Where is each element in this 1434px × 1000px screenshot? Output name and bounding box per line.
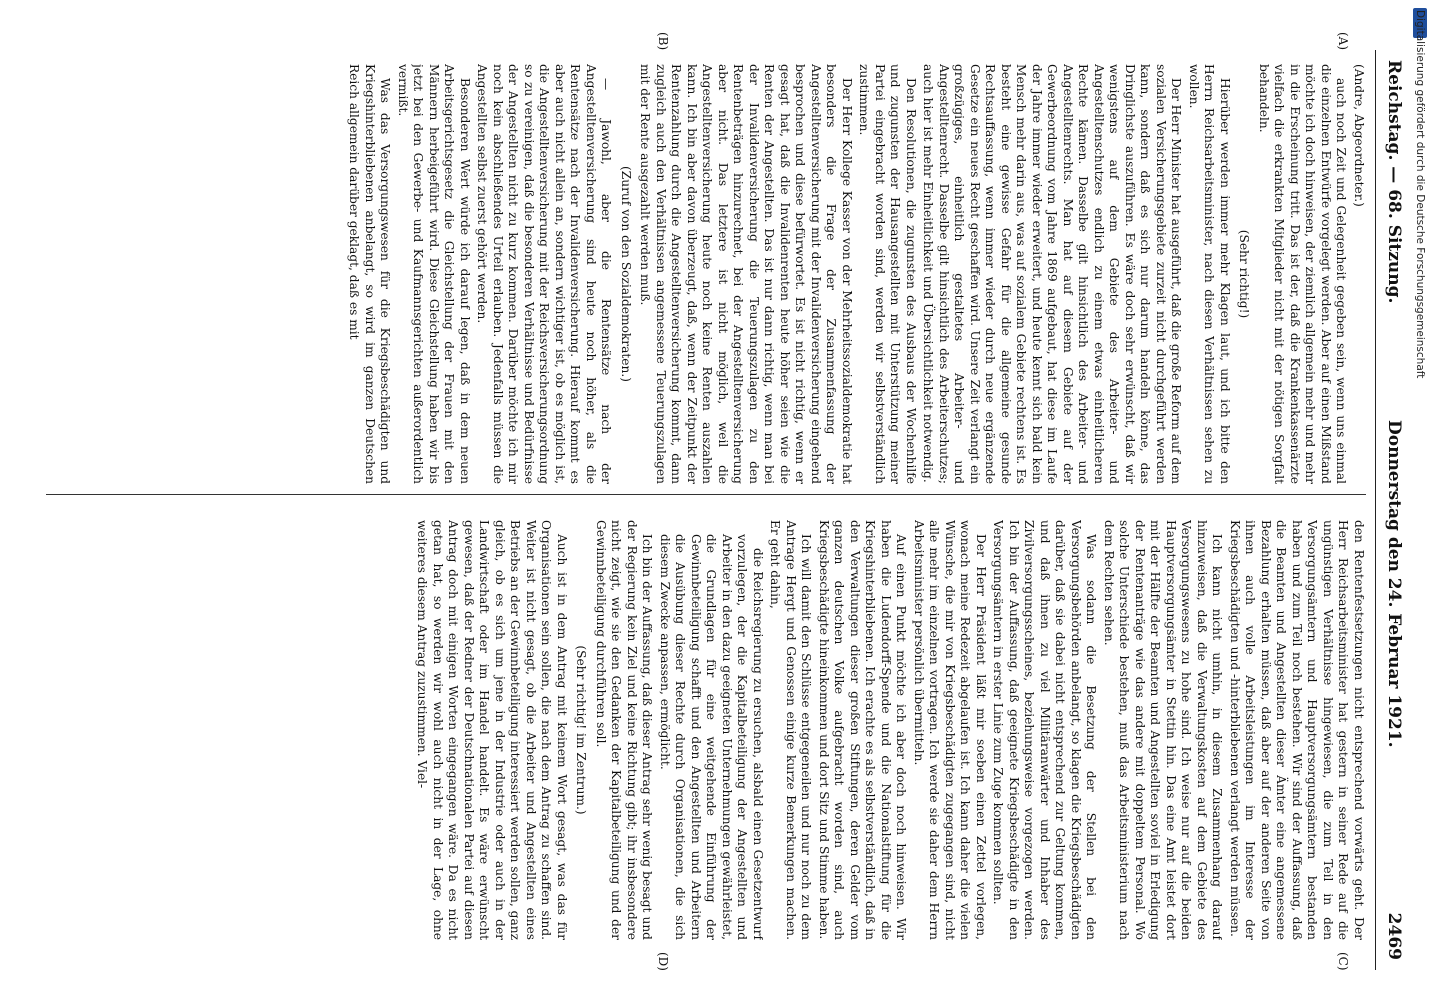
funding-note (1412, 10, 1430, 990)
paragraph: Was sodann die Besetzung der Stellen bei den Versorgungsbehörden anbelangt, so klagen die Kriegsbeschädigten darüber, daß sie dabei nicht entsprechend zur Geltung kommen, und daß ihnen zu viel Militäranwärter und Inhaber des Zivilversorgungsscheines, beziehungsweise vorgezogen werden. Ich bin der Auffassung, daß geeignete Kriegsbeschädigte in den Versorgungsämtern in erster Linie zum Zuge kommen sollten. (991, 520, 1099, 940)
paragraph: Ich will damit den Schlüsse entgegeneilen und nur noch zu dem Antrage Hergt und Genossen einige kurze Bemerkungen machen. Er geht dahin, (768, 520, 814, 940)
paragraph: Auf einen Punkt möchte ich aber doch noch hinweisen. Wir haben die Ludendorff-Spende und die Nationalstiftung für die Kriegshinterbliebenen. Ich erachte es als selbstverständlich, daß in den Verwaltungen dieser großen Stiftungen, deren Gelder vom ganzen deutschen Volke aufgebracht worden sind, auch Kriegsbeschädigte hineinkommen und dort Sitz und Stimme haben. (817, 520, 909, 940)
column-divider (46, 494, 1366, 495)
header-date: Donnerstag den 24. Februar 1921. (1384, 420, 1404, 748)
header-rule (1375, 50, 1376, 970)
paragraph: Der Herr Kollege Kasser von der Mehrheitssozialdemokratie hat besonders die Frage der Zusammenfassung der Angestelltenversicherung mit der Invalidenversicherung eingehend besprochen und diese befürwortet. Es ist nicht richtig, wenn er gesagt hat, daß die Invalidenrenten heute höher seien wie die Renten der Angestellten. Das ist nur dann richtig, wenn man bei der Invalidenversicherung die Teuerungszulagen zu den Rentenbeträgen hinzurechnet, bei der Angestelltenversicherung aber nicht. Das letztere ist nicht möglich, weil die Angestelltenversicherung heute noch keine Renten auszahlen kann. Ich bin aber davon überzeugt, daß, wenn der Zeitpunkt der Rentenzahlung durch die Angestelltenversicherung kommt, dann zugleich auch den Verhältnissen angemessene Teuerungszulagen mit der Rente ausgezahlt werden muß. (638, 64, 854, 484)
paragraph: Was das Versorgungswesen für die Kriegsbeschädigten und Kriegshinterbliebenen anbelangt, so wird im ganzen Deutschen Reich allgemein darüber geklagt, daß es mit (347, 64, 393, 484)
speaker-label: (Andre, Abgeordneter.) (1352, 64, 1366, 207)
interjection: (Sehr richtig!) (1237, 229, 1252, 319)
paragraph: Der Herr Präsident läßt mir soeben einen Zettel vorlegen, wonach meine Redezeit abgelaufen ist. Ich kann daher die vielen Wünsche, die mir von Kriegsbeschädigten zugegangen sind, nicht alle mehr im einzelnen vortragen. Ich werde sie daher dem Herrn Arbeitsminister persönlich übermitteln. (912, 520, 988, 940)
paragraph: Hierüber werden immer mehr Klagen laut, und ich bitte den Herrn Reichsarbeitsminister, nach diesen Verhältnissen sehen zu wollen. (1187, 64, 1232, 484)
paragraph: — Jawohl, aber die Rentensätze nach der Angestelltenversicherung sind heute noch höher, als die Rentensätze nach der Invalidenversicherung. Hierauf kommt es aber auch nicht allein an, sondern wichtiger ist, ob es möglich ist, die Angestelltenversicherung mit der Reichsversicherungsordnung so zu vereinigen, daß die besonderen Verhältnisse und Bedürfnisse der Angestellten nicht zu kurz kommen. Darüber möchte ich mir noch kein abschließendes Urteil erlauben. Jedenfalls müssen die Angestellten selbst zuerst gehört werden. (475, 64, 614, 484)
paragraph: den Rentenfestsetzungen nicht entsprechend vorwärts geht. Der Herr Reichsarbeitsminister hat gestern in seiner Rede auf die ungünstigen Verhältnisse hingewiesen, die zum Teil in den Versorgungsämtern und Hauptversorgungsämtern bestanden haben und zum Teil noch bestehen. Wir sind der Auffassung, daß die Beamten und Angestellten dieser Ämter eine angemessene Bezahlung erhalten müssen, daß aber auf der anderen Seite von ihnen auch volle Arbeitsleistungen im Interesse der Kriegsbeschädigten und -hinterbliebenen verlangt werden müssen. (1228, 520, 1366, 940)
paragraph: Besonderen Wert würde ich darauf legen, daß in dem neuen Arbeitsgerichtsgesetz die Gleichstellung der Frauen mit den Männern herbeigeführt wird. Diese Gleichstellung haben wir bis jetzt bei den Gewerbe- und Kaufmannsgerichten außerordentlich vermißt. (396, 64, 472, 484)
right-column (46, 520, 1366, 940)
motion-quote: die Reichsregierung zu ersuchen, alsbald einen Gesetzentwurf vorzulegen, der die Kapitalbeteiligung der Angestellten und Arbeiter in den dazu geeigneten Unternehmungen gewährleistet, die Grundlagen für eine weitgehende Einführung der Gewinnbeteiligung schafft und den Angestellten und Arbeitern die Ausübung dieser Rechte durch Organisationen, die sich diesem Zwecke anpassen, ermöglicht. (658, 534, 765, 940)
margin-marker-a: (A) (1336, 32, 1350, 51)
funding-note-text: Digitalisierung gefördert durch die Deutsche Forschungsgemeinschaft (1414, 10, 1426, 379)
document-page (30, 20, 1410, 980)
left-column (46, 64, 1366, 484)
paragraph: Der Herr Minister hat ausgeführt, daß die große Reform auf dem sozialen Versicherungsgebiete zurzeit nicht durchgeführt werden kann, sondern daß es sich nur darum handeln könne, das Dringlichste auszuführen. Es wäre doch sehr erwünscht, daß wir wenigstens auf dem Gebiete des Arbeiter- und Angestelltenschutzes endlich zu einem etwas einheitlicheren Rechte kämen. Dasselbe gilt hinsichtlich des Arbeiter- und Angestelltenrechts. Man hat auf diesem Gebiete auf der Gewerbeordnung vom Jahre 1869 aufgebaut, hat diese im Laufe der Jahre immer wieder erweitert, und heute kennt sich bald kein Mensch mehr darin aus, was auf sozialem Gebiete rechtens ist. Es besteht eine gewisse Gefahr für die allgemeine gesunde Rechtsauffassung, wenn immer wieder durch neue ergänzende Gesetze ein neues Recht geschaffen wird. Unsere Zeit verlangt ein großzügiges, einheitlich gestaltetes Arbeiter- und Angestelltenrecht. Dasselbe gilt hinsichtlich des Arbeiterschutzes; auch hier ist mehr Einheitlichkeit und Übersichtlichkeit notwendig. (921, 64, 1184, 484)
paragraph: Den Resolutionen, die zugunsten des Ausbaus der Wochenhilfe und zugunsten der Hausangestellten mit Unterstützung meiner Partei eingebracht worden sind, werden wir selbstverständlich zustimmen. (857, 64, 918, 484)
margin-marker-d: (D) (656, 952, 670, 971)
interjection: (Sehr richtig! im Zentrum.) (574, 645, 589, 815)
page-header (1378, 20, 1410, 980)
margin-marker-b: (B) (656, 32, 670, 51)
paragraph: auch noch Zeit und Gelegenheit gegeben sein, wenn uns einmal die einzelnen Entwürfe vorgelegt werden. Aber auf einen Mißstand möchte ich doch hinweisen, der ziemlich allgemein mehr und mehr in die Erscheinung tritt. Das ist der, daß die Krankenkassenärzte vielfach die erkrankten Mitglieder nicht mit der nötigen Sorgfalt behandeln. (1257, 64, 1349, 484)
page-number: 2469 (1384, 912, 1404, 960)
paragraph: Ich bin der Auffassung, daß dieser Antrag sehr wenig besagt und der Regierung kein Ziel und keine Richtung gibt; ihr insbesondere nicht zeigt, wie sie den Gedanken der Kapitalbeteiligung und der Gewinnbeteiligung durchführen soll. (594, 520, 655, 940)
interjection: (Zuruf von den Sozialdemokraten.) (619, 166, 633, 382)
paragraph: Auch ist in dem Antrag mit keinem Wort gesagt, was das für Organisationen sein sollen, die nach dem Antrag zu schaffen sind. Weiter ist nicht gesagt, ob die Arbeiter und Angestellten eines Betriebs an der Gewinnbeteiligung interessiert werden sollen, ganz gleich, ob es sich um jene in der Industrie oder auch in der Landwirtschaft oder im Handel handelt. Es wäre erwünscht gewesen, daß der Redner der Deutschnationalen Partei auf diesen Antrag doch mit einigen Worten eingegangen wäre. Da es nicht getan hat, so werden wir wohl auch nicht in der Lage, ohne weiteres diesem Antrag zuzustimmen. Viel- (415, 520, 569, 940)
paragraph: Ich kann nicht umhin, in diesem Zusammenhang darauf hinzuweisen, daß die Verwaltungskosten auf dem Gebiete des Versorgungswesens zu hohe sind. Ich weise nur auf die beiden Hauptversorgungsämter in Stettin hin. Das eine Amt leistet dort mit der Hälfte der Beamten und Angestellten soviel in Erledigung der Rentenanträge wie das andere mit doppeltem Personal. Wo solche Unterschiede bestehen, muß das Arbeitsministerium nach dem Rechten sehen. (1102, 520, 1225, 940)
margin-marker-c: (C) (1336, 952, 1350, 971)
header-session: Reichstag. — 68. Sitzung. (1384, 60, 1404, 304)
